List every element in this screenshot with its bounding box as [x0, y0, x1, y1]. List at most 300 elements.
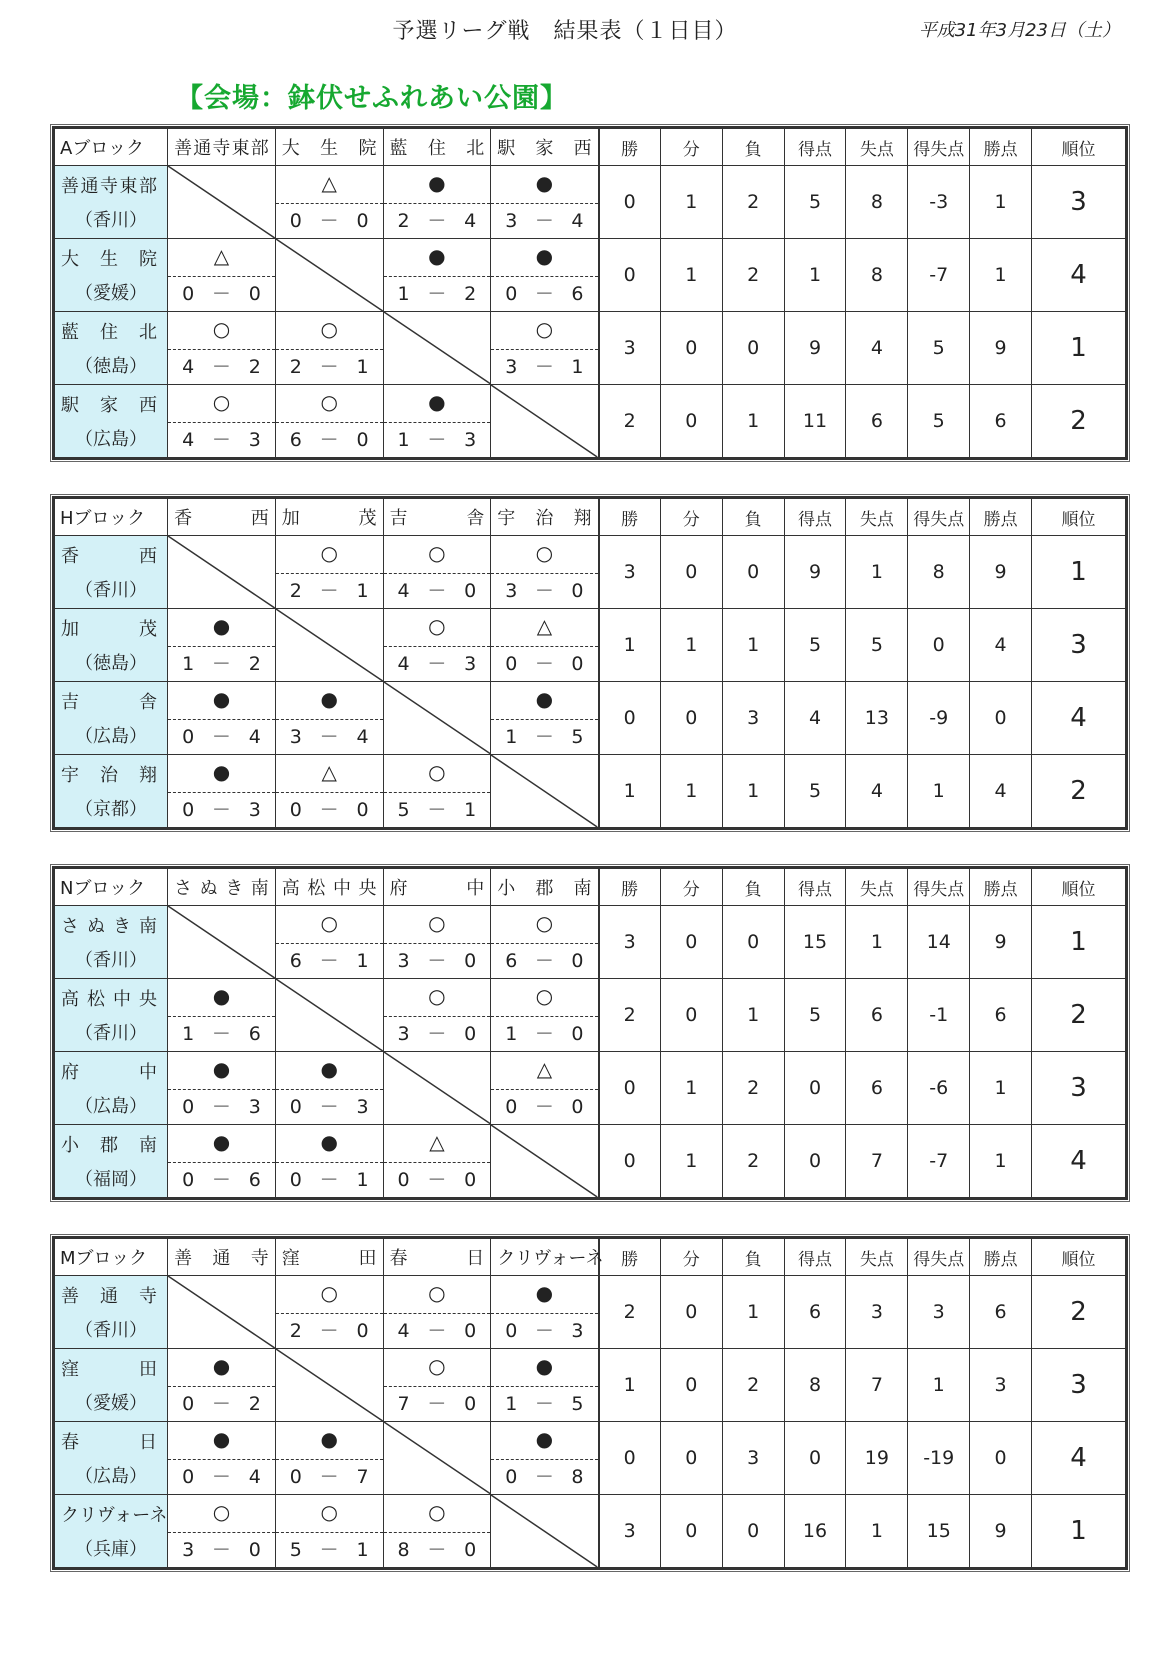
score-separator: －	[427, 799, 447, 821]
match-result-cell	[383, 1349, 491, 1422]
stat-header: 得失点	[908, 1239, 970, 1276]
opponent-header: 吉舎	[383, 499, 491, 536]
stat-header: 得点	[784, 129, 846, 166]
score-separator: －	[534, 1320, 554, 1342]
score-for: 6	[289, 950, 302, 972]
opponent-header: 善通寺	[168, 1239, 276, 1276]
match-result-cell	[383, 609, 491, 682]
score-separator: －	[534, 1096, 554, 1118]
result-mark: △	[536, 614, 553, 638]
team-stat: 4	[784, 682, 846, 755]
score-against: 4	[571, 210, 584, 232]
team-stat: -19	[908, 1422, 970, 1495]
score-for: 0	[397, 1169, 410, 1191]
match-result-cell	[275, 166, 383, 239]
team-cell	[55, 385, 168, 458]
team-rank: 1	[1032, 906, 1126, 979]
opponent-header: 春日	[383, 1239, 491, 1276]
team-stat: 8	[908, 536, 970, 609]
score-separator: －	[319, 580, 339, 602]
match-score	[491, 349, 597, 384]
team-rank: 2	[1032, 1276, 1126, 1349]
score-against: 0	[356, 799, 369, 821]
match-result-cell	[383, 1125, 491, 1198]
team-stat: 0	[599, 166, 661, 239]
team-stat: -3	[908, 166, 970, 239]
team-stat: 1	[599, 755, 661, 828]
match-result-cell	[275, 385, 383, 458]
team-stat: 3	[908, 1276, 970, 1349]
stat-header: 負	[722, 499, 784, 536]
score-separator: －	[534, 950, 554, 972]
opponent-header: 藍住北	[383, 129, 491, 166]
score-separator: －	[427, 1393, 447, 1415]
stat-header: 負	[722, 869, 784, 906]
result-mark: ○	[535, 317, 554, 341]
opponent-header: 善通寺東部	[168, 129, 276, 166]
result-mark: ○	[535, 541, 554, 565]
stat-header: 勝	[599, 499, 661, 536]
match-result-cell	[275, 1125, 383, 1198]
match-score	[491, 646, 597, 681]
match-score	[384, 1313, 491, 1348]
page-title: 予選リーグ戦 結果表（１日目）	[392, 19, 738, 44]
match-result-cell	[491, 682, 599, 755]
match-result-cell	[275, 312, 383, 385]
self-match-cell	[168, 1276, 276, 1349]
team-stat: 1	[660, 239, 722, 312]
score-against: 3	[356, 1096, 369, 1118]
self-match-cell	[275, 609, 383, 682]
stat-header: 勝	[599, 1239, 661, 1276]
team-prefecture: （愛媛）	[75, 1393, 148, 1414]
stat-header: 失点	[846, 869, 908, 906]
self-match-cell	[383, 1422, 491, 1495]
score-for: 4	[182, 429, 195, 451]
team-stat: 2	[599, 979, 661, 1052]
score-against: 0	[571, 580, 584, 602]
team-rank: 1	[1032, 536, 1126, 609]
opponent-header: 加茂	[275, 499, 383, 536]
result-mark: ○	[428, 1354, 446, 1378]
stat-header: 分	[660, 499, 722, 536]
team-row	[55, 1052, 1126, 1125]
score-against: 2	[464, 283, 477, 305]
team-stat: 1	[660, 1125, 722, 1198]
team-stat: 9	[970, 312, 1032, 385]
score-for: 3	[505, 580, 518, 602]
result-mark: ○	[428, 1281, 446, 1305]
match-result-cell	[383, 755, 491, 828]
team-stat: 15	[784, 906, 846, 979]
result-mark: ○	[428, 760, 446, 784]
team-cell	[55, 1349, 168, 1422]
team-name: さぬき南	[61, 916, 158, 937]
team-prefecture: （広島）	[75, 1096, 148, 1117]
match-score	[276, 1162, 383, 1197]
score-against: 0	[571, 1096, 584, 1118]
match-score	[276, 422, 383, 457]
match-result-cell	[168, 609, 276, 682]
score-for: 0	[289, 1096, 302, 1118]
result-mark: ○	[428, 984, 446, 1008]
score-against: 3	[464, 653, 477, 675]
match-score	[276, 1532, 383, 1567]
match-result-cell	[383, 1276, 491, 1349]
score-against: 3	[464, 429, 477, 451]
team-cell	[55, 1422, 168, 1495]
match-result-cell	[275, 755, 383, 828]
team-stat: 5	[784, 755, 846, 828]
result-mark: ●	[320, 687, 338, 711]
team-row	[55, 609, 1126, 682]
team-stat: 2	[722, 239, 784, 312]
stat-header: 得点	[784, 1239, 846, 1276]
team-stat: 9	[784, 536, 846, 609]
score-separator: －	[211, 429, 231, 451]
match-result-cell	[491, 1349, 599, 1422]
match-result-cell	[383, 385, 491, 458]
score-against: 1	[356, 1539, 369, 1561]
match-result-cell	[275, 536, 383, 609]
result-mark: ●	[535, 171, 554, 195]
team-cell	[55, 906, 168, 979]
score-separator: －	[534, 580, 554, 602]
match-score	[491, 203, 597, 238]
team-stat: 1	[722, 609, 784, 682]
score-for: 0	[289, 210, 302, 232]
self-match-cell	[491, 755, 599, 828]
stat-header: 得失点	[908, 499, 970, 536]
match-result-cell	[168, 239, 276, 312]
score-for: 1	[397, 429, 410, 451]
team-stat: -7	[908, 1125, 970, 1198]
score-against: 2	[248, 356, 261, 378]
score-against: 0	[356, 1320, 369, 1342]
team-stat: 3	[722, 682, 784, 755]
score-for: 0	[182, 1466, 195, 1488]
match-score	[168, 422, 275, 457]
score-against: 2	[248, 1393, 261, 1415]
match-result-cell	[168, 979, 276, 1052]
team-stat: 0	[599, 1422, 661, 1495]
team-prefecture: （広島）	[75, 1466, 148, 1487]
score-separator: －	[534, 1466, 554, 1488]
match-result-cell	[383, 536, 491, 609]
team-stat: 0	[660, 979, 722, 1052]
score-against: 3	[248, 429, 261, 451]
stat-header: 勝点	[970, 869, 1032, 906]
team-rank: 3	[1032, 609, 1126, 682]
stat-header: 得点	[784, 499, 846, 536]
match-score	[276, 792, 383, 827]
result-mark: ○	[320, 911, 338, 935]
team-prefecture: （香川）	[75, 580, 148, 601]
team-stat: 0	[660, 385, 722, 458]
score-against: 0	[571, 1023, 584, 1045]
result-mark: ●	[320, 1057, 338, 1081]
match-result-cell	[383, 239, 491, 312]
team-stat: 6	[970, 979, 1032, 1052]
score-separator: －	[211, 283, 231, 305]
score-separator: －	[211, 1096, 231, 1118]
team-rank: 4	[1032, 682, 1126, 755]
result-mark: ○	[320, 317, 338, 341]
score-separator: －	[427, 1539, 447, 1561]
team-stat: 8	[846, 239, 908, 312]
match-score	[276, 203, 383, 238]
team-stat: 0	[660, 312, 722, 385]
score-for: 3	[397, 1023, 410, 1045]
block-name: Hブロック	[55, 499, 168, 536]
team-stat: 0	[784, 1422, 846, 1495]
team-stat: 9	[970, 906, 1032, 979]
score-for: 1	[182, 653, 195, 675]
team-name: 宇治翔	[61, 765, 158, 786]
result-mark: ●	[320, 1427, 338, 1451]
match-result-cell	[168, 1125, 276, 1198]
score-separator: －	[534, 356, 554, 378]
score-separator: －	[211, 1169, 231, 1191]
team-stat: 0	[908, 609, 970, 682]
team-stat: 5	[908, 385, 970, 458]
team-stat: 4	[846, 312, 908, 385]
stat-header: 失点	[846, 129, 908, 166]
match-score	[491, 1459, 597, 1494]
score-against: 5	[571, 1393, 584, 1415]
score-against: 0	[464, 950, 477, 972]
score-for: 0	[505, 1320, 518, 1342]
opponent-header: 大生院	[275, 129, 383, 166]
score-separator: －	[427, 1320, 447, 1342]
match-score	[384, 573, 491, 608]
stat-header: 分	[660, 869, 722, 906]
result-mark: △	[536, 1057, 553, 1081]
team-prefecture: （香川）	[75, 1320, 148, 1341]
self-match-cell	[383, 312, 491, 385]
team-cell	[55, 1052, 168, 1125]
team-stat: 3	[722, 1422, 784, 1495]
team-stat: 6	[970, 385, 1032, 458]
self-match-cell	[168, 536, 276, 609]
score-against: 0	[464, 1169, 477, 1191]
match-score	[384, 276, 491, 311]
team-name: 香西	[61, 546, 158, 567]
team-stat: 0	[722, 312, 784, 385]
match-score	[491, 1313, 597, 1348]
score-for: 3	[182, 1539, 195, 1561]
team-stat: 2	[722, 1125, 784, 1198]
team-stat: 0	[599, 239, 661, 312]
team-stat: 5	[784, 979, 846, 1052]
self-match-cell	[168, 166, 276, 239]
score-for: 1	[182, 1023, 195, 1045]
team-name: 窪田	[61, 1359, 158, 1380]
opponent-header: クリヴォーネ	[491, 1239, 599, 1276]
opponent-header: 府中	[383, 869, 491, 906]
team-stat: 1	[970, 1052, 1032, 1125]
score-for: 2	[397, 210, 410, 232]
team-stat: 1	[970, 239, 1032, 312]
score-against: 2	[248, 653, 261, 675]
result-mark: ○	[428, 614, 446, 638]
opponent-header: 窪田	[275, 1239, 383, 1276]
team-stat: 5	[784, 166, 846, 239]
score-against: 0	[248, 283, 261, 305]
league-table-block	[52, 126, 1128, 460]
team-stat: 5	[784, 609, 846, 682]
stat-header: 順位	[1032, 129, 1126, 166]
team-row	[55, 906, 1126, 979]
result-mark: ●	[212, 760, 231, 784]
team-stat: 3	[599, 312, 661, 385]
match-score	[276, 573, 383, 608]
result-mark: ●	[212, 1130, 231, 1154]
match-result-cell	[383, 979, 491, 1052]
team-stat: 0	[660, 1495, 722, 1568]
match-result-cell	[491, 906, 599, 979]
match-result-cell	[383, 906, 491, 979]
match-score	[168, 1016, 275, 1051]
team-name: 大生院	[61, 249, 158, 270]
team-stat: 3	[599, 906, 661, 979]
score-against: 4	[356, 726, 369, 748]
team-prefecture: （愛媛）	[75, 283, 148, 304]
team-row	[55, 755, 1126, 828]
score-for: 7	[397, 1393, 410, 1415]
team-rank: 3	[1032, 166, 1126, 239]
score-against: 1	[356, 1169, 369, 1191]
score-for: 0	[289, 799, 302, 821]
team-stat: 1	[660, 755, 722, 828]
match-score	[384, 1532, 491, 1567]
score-for: 0	[182, 283, 195, 305]
match-score	[384, 646, 491, 681]
team-prefecture: （福岡）	[75, 1169, 148, 1190]
stat-header: 負	[722, 1239, 784, 1276]
result-mark: ●	[212, 614, 231, 638]
match-score	[276, 719, 383, 754]
team-name: 府中	[61, 1062, 158, 1083]
score-separator: －	[534, 1023, 554, 1045]
score-for: 3	[397, 950, 410, 972]
opponent-header: 宇治翔	[491, 499, 599, 536]
team-stat: 0	[660, 1422, 722, 1495]
team-stat: 1	[784, 239, 846, 312]
team-name: 高松中央	[61, 989, 158, 1010]
team-stat: 2	[599, 385, 661, 458]
team-cell	[55, 1495, 168, 1568]
team-stat: 1	[908, 755, 970, 828]
team-rank: 4	[1032, 239, 1126, 312]
score-for: 4	[182, 356, 195, 378]
score-separator: －	[319, 1169, 339, 1191]
team-name: クリヴォーネ	[61, 1505, 168, 1526]
team-cell	[55, 312, 168, 385]
match-score	[276, 1459, 383, 1494]
team-stat: 1	[908, 1349, 970, 1422]
result-mark: ○	[320, 541, 338, 565]
team-name: 加茂	[61, 619, 158, 640]
score-for: 8	[397, 1539, 410, 1561]
team-cell	[55, 755, 168, 828]
score-against: 0	[464, 1539, 477, 1561]
match-result-cell	[168, 1422, 276, 1495]
team-stat: 1	[722, 385, 784, 458]
result-mark: ○	[428, 911, 446, 935]
team-stat: 5	[846, 609, 908, 682]
match-score	[384, 1016, 491, 1051]
result-mark: ●	[535, 244, 554, 268]
result-mark: ●	[212, 984, 231, 1008]
team-stat: 14	[908, 906, 970, 979]
team-stat: 0	[660, 682, 722, 755]
result-mark: ●	[535, 1354, 554, 1378]
match-score	[384, 422, 491, 457]
score-separator: －	[427, 1023, 447, 1045]
match-result-cell	[275, 1422, 383, 1495]
team-rank: 3	[1032, 1052, 1126, 1125]
team-stat: 4	[970, 609, 1032, 682]
event-date: 平成31年3月23日（土）	[918, 20, 1120, 41]
score-separator: －	[534, 283, 554, 305]
score-against: 3	[571, 1320, 584, 1342]
team-stat: 0	[722, 906, 784, 979]
stat-header: 順位	[1032, 1239, 1126, 1276]
result-mark: ●	[212, 1427, 231, 1451]
score-separator: －	[319, 1320, 339, 1342]
result-mark: ○	[428, 541, 446, 565]
team-rank: 1	[1032, 312, 1126, 385]
score-for: 1	[505, 726, 518, 748]
team-stat: 0	[784, 1125, 846, 1198]
score-for: 0	[505, 1096, 518, 1118]
score-against: 6	[248, 1023, 261, 1045]
match-result-cell	[491, 312, 599, 385]
self-match-cell	[383, 682, 491, 755]
stat-header: 失点	[846, 499, 908, 536]
match-result-cell	[383, 1495, 491, 1568]
opponent-header: 高松中央	[275, 869, 383, 906]
venue-heading: 【会場：鉢伏せふれあい公園】	[176, 83, 568, 114]
team-stat: -7	[908, 239, 970, 312]
team-row	[55, 1349, 1126, 1422]
score-for: 5	[397, 799, 410, 821]
score-for: 6	[289, 429, 302, 451]
score-separator: －	[319, 799, 339, 821]
score-separator: －	[427, 283, 447, 305]
score-separator: －	[427, 210, 447, 232]
score-for: 2	[289, 580, 302, 602]
score-against: 0	[464, 1023, 477, 1045]
team-rank: 2	[1032, 385, 1126, 458]
score-separator: －	[427, 580, 447, 602]
team-stat: 11	[784, 385, 846, 458]
result-mark: △	[321, 760, 337, 784]
team-cell	[55, 979, 168, 1052]
score-separator: －	[211, 653, 231, 675]
score-for: 0	[182, 1393, 195, 1415]
result-mark: ○	[535, 911, 554, 935]
team-stat: 1	[722, 979, 784, 1052]
score-against: 0	[464, 1393, 477, 1415]
opponent-header: 小郡南	[491, 869, 599, 906]
result-mark: ○	[212, 317, 231, 341]
match-result-cell	[168, 682, 276, 755]
score-separator: －	[427, 1169, 447, 1191]
team-stat: 7	[846, 1349, 908, 1422]
result-mark: ○	[320, 1500, 338, 1524]
